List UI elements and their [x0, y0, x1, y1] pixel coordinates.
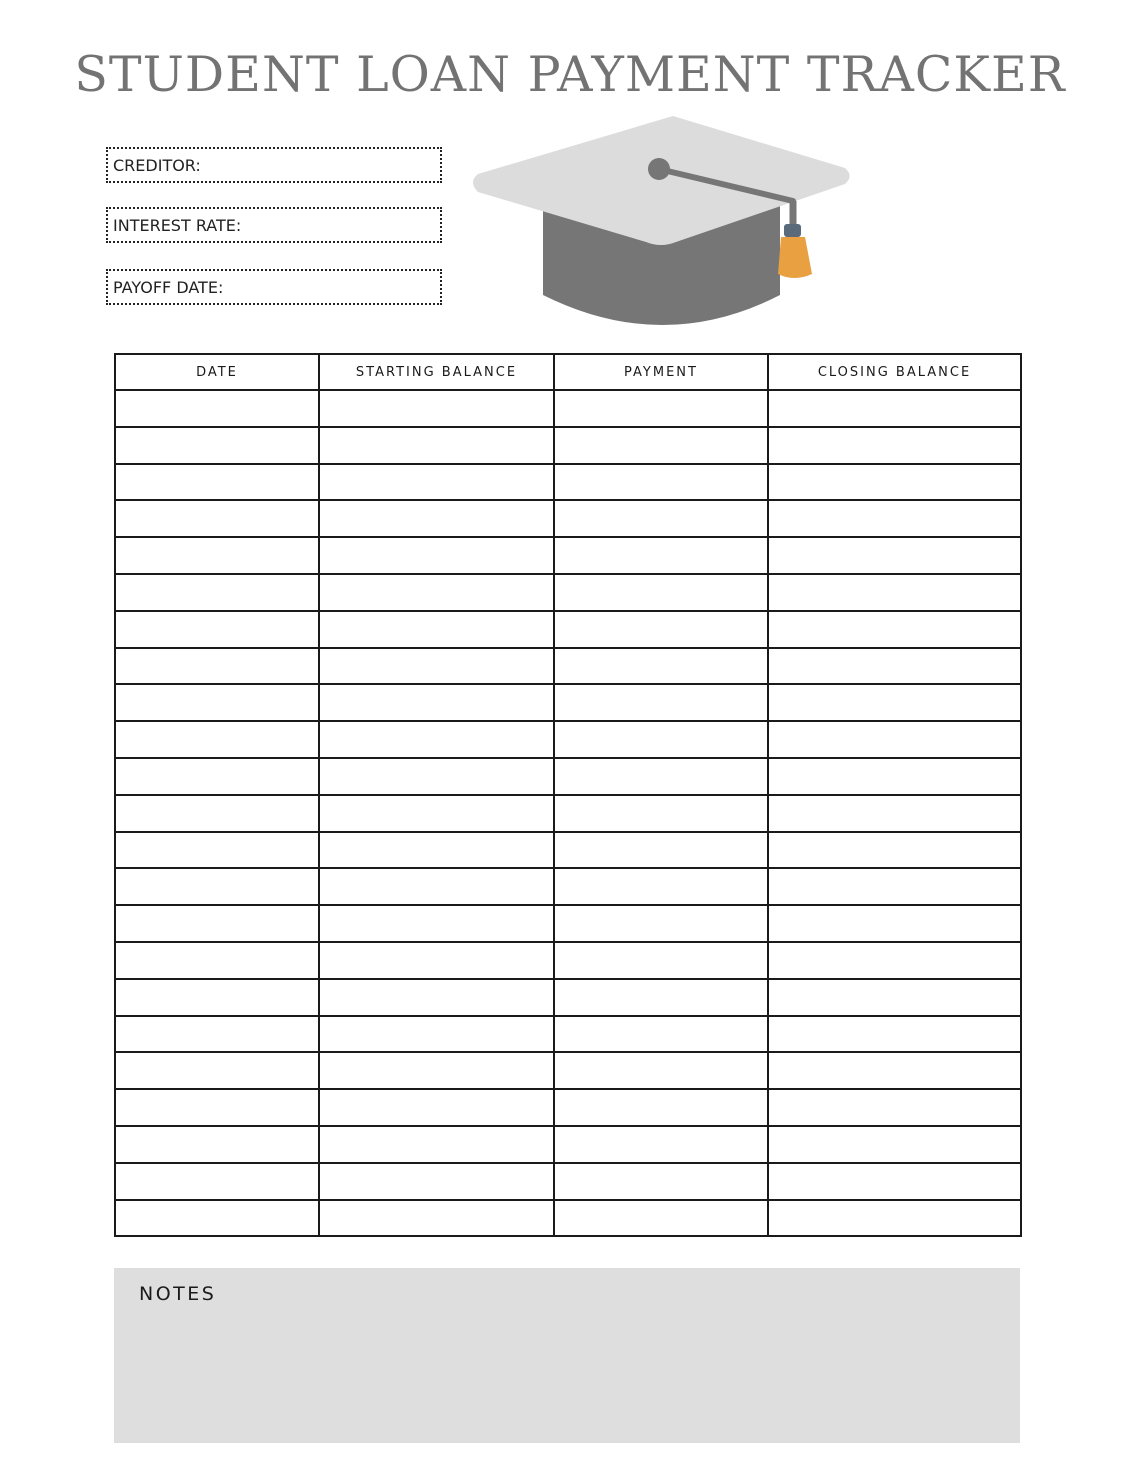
cell-closing-balance[interactable] [768, 648, 1021, 685]
cell-starting-balance[interactable] [319, 500, 554, 537]
table-row [115, 648, 1021, 685]
cell-date[interactable] [115, 500, 319, 537]
cell-payment[interactable] [554, 537, 768, 574]
table-row [115, 427, 1021, 464]
interest-rate-field[interactable] [106, 207, 442, 243]
cell-date[interactable] [115, 1089, 319, 1126]
cell-payment[interactable] [554, 390, 768, 427]
cell-starting-balance[interactable] [319, 905, 554, 942]
cell-date[interactable] [115, 464, 319, 501]
table-row [115, 832, 1021, 869]
table-row [115, 1016, 1021, 1053]
cell-starting-balance[interactable] [319, 942, 554, 979]
payoff-date-label: PAYOFF DATE: [113, 277, 224, 297]
cell-closing-balance[interactable] [768, 1016, 1021, 1053]
table-row [115, 684, 1021, 721]
tassel-knot [784, 224, 801, 237]
cell-payment[interactable] [554, 1200, 768, 1237]
table-row [115, 1052, 1021, 1089]
cell-date[interactable] [115, 1016, 319, 1053]
header-closing-balance: CLOSING BALANCE [768, 354, 1021, 390]
table-header-row [115, 354, 1021, 390]
cell-date[interactable] [115, 1163, 319, 1200]
header-starting-balance: STARTING BALANCE [319, 354, 554, 390]
table-row [115, 979, 1021, 1016]
cell-starting-balance[interactable] [319, 611, 554, 648]
cell-date[interactable] [115, 611, 319, 648]
creditor-field[interactable] [106, 147, 442, 183]
table-row [115, 1089, 1021, 1126]
interest-rate-label: INTEREST RATE: [113, 215, 242, 235]
cell-payment[interactable] [554, 611, 768, 648]
cell-payment[interactable] [554, 1016, 768, 1053]
cell-closing-balance[interactable] [768, 721, 1021, 758]
cell-closing-balance[interactable] [768, 464, 1021, 501]
table-row [115, 500, 1021, 537]
table-row [115, 574, 1021, 611]
cell-starting-balance[interactable] [319, 574, 554, 611]
table-row [115, 611, 1021, 648]
creditor-label: CREDITOR: [113, 155, 201, 175]
cell-starting-balance[interactable] [319, 648, 554, 685]
cell-closing-balance[interactable] [768, 832, 1021, 869]
cell-starting-balance[interactable] [319, 758, 554, 795]
cell-date[interactable] [115, 905, 319, 942]
cell-payment[interactable] [554, 1163, 768, 1200]
cell-closing-balance[interactable] [768, 1089, 1021, 1126]
cell-payment[interactable] [554, 979, 768, 1016]
cell-date[interactable] [115, 427, 319, 464]
cell-payment[interactable] [554, 795, 768, 832]
table-row [115, 721, 1021, 758]
cell-payment[interactable] [554, 648, 768, 685]
cell-date[interactable] [115, 868, 319, 905]
payment-table [114, 353, 1022, 1237]
cell-closing-balance[interactable] [768, 427, 1021, 464]
cell-date[interactable] [115, 537, 319, 574]
cell-date[interactable] [115, 795, 319, 832]
cell-closing-balance[interactable] [768, 795, 1021, 832]
cell-starting-balance[interactable] [319, 427, 554, 464]
cell-date[interactable] [115, 942, 319, 979]
cell-closing-balance[interactable] [768, 942, 1021, 979]
cell-date[interactable] [115, 648, 319, 685]
cell-starting-balance[interactable] [319, 464, 554, 501]
notes-box[interactable] [114, 1268, 1020, 1443]
cell-starting-balance[interactable] [319, 537, 554, 574]
cell-date[interactable] [115, 390, 319, 427]
table-row [115, 942, 1021, 979]
cell-payment[interactable] [554, 500, 768, 537]
cell-payment[interactable] [554, 758, 768, 795]
cell-closing-balance[interactable] [768, 1163, 1021, 1200]
cell-payment[interactable] [554, 832, 768, 869]
cell-date[interactable] [115, 1052, 319, 1089]
cell-payment[interactable] [554, 1052, 768, 1089]
cell-date[interactable] [115, 574, 319, 611]
table-row [115, 537, 1021, 574]
table-row [115, 795, 1021, 832]
payoff-date-field[interactable] [106, 269, 442, 305]
cell-closing-balance[interactable] [768, 611, 1021, 648]
table-row [115, 905, 1021, 942]
header-date: DATE [115, 354, 319, 390]
graduation-cap-icon [468, 110, 858, 335]
cell-payment[interactable] [554, 427, 768, 464]
cell-closing-balance[interactable] [768, 500, 1021, 537]
tassel-fringe [778, 237, 812, 278]
table-row [115, 868, 1021, 905]
cell-starting-balance[interactable] [319, 390, 554, 427]
cell-payment[interactable] [554, 574, 768, 611]
cell-starting-balance[interactable] [319, 684, 554, 721]
cell-closing-balance[interactable] [768, 1200, 1021, 1237]
cell-payment[interactable] [554, 721, 768, 758]
page-title: STUDENT LOAN PAYMENT TRACKER [74, 46, 1066, 103]
table-row [115, 390, 1021, 427]
cell-starting-balance[interactable] [319, 1200, 554, 1237]
notes-label: NOTES [139, 1283, 217, 1305]
cell-starting-balance[interactable] [319, 868, 554, 905]
cell-closing-balance[interactable] [768, 537, 1021, 574]
cell-date[interactable] [115, 684, 319, 721]
cell-starting-balance[interactable] [319, 721, 554, 758]
table-row [115, 758, 1021, 795]
cell-date[interactable] [115, 979, 319, 1016]
cell-date[interactable] [115, 832, 319, 869]
cell-closing-balance[interactable] [768, 758, 1021, 795]
table-row [115, 1200, 1021, 1237]
cell-date[interactable] [115, 721, 319, 758]
cell-closing-balance[interactable] [768, 390, 1021, 427]
cell-closing-balance[interactable] [768, 905, 1021, 942]
cell-closing-balance[interactable] [768, 1126, 1021, 1163]
cell-payment[interactable] [554, 942, 768, 979]
table-row [115, 464, 1021, 501]
cell-closing-balance[interactable] [768, 868, 1021, 905]
cell-starting-balance[interactable] [319, 1052, 554, 1089]
cell-starting-balance[interactable] [319, 832, 554, 869]
table-body [115, 390, 1021, 1236]
cell-starting-balance[interactable] [319, 1163, 554, 1200]
cell-date[interactable] [115, 1126, 319, 1163]
cell-payment[interactable] [554, 1126, 768, 1163]
table-row [115, 1163, 1021, 1200]
cell-payment[interactable] [554, 464, 768, 501]
cell-starting-balance[interactable] [319, 1089, 554, 1126]
table-row [115, 1126, 1021, 1163]
cell-closing-balance[interactable] [768, 1052, 1021, 1089]
header-payment: PAYMENT [554, 354, 768, 390]
cell-date[interactable] [115, 1200, 319, 1237]
cell-payment[interactable] [554, 1089, 768, 1126]
cell-closing-balance[interactable] [768, 684, 1021, 721]
cell-starting-balance[interactable] [319, 979, 554, 1016]
cell-closing-balance[interactable] [768, 979, 1021, 1016]
tassel-button [648, 158, 670, 180]
cell-date[interactable] [115, 758, 319, 795]
cell-starting-balance[interactable] [319, 1016, 554, 1053]
cell-closing-balance[interactable] [768, 574, 1021, 611]
cell-payment[interactable] [554, 868, 768, 905]
cell-payment[interactable] [554, 905, 768, 942]
cell-starting-balance[interactable] [319, 1126, 554, 1163]
cell-starting-balance[interactable] [319, 795, 554, 832]
cell-payment[interactable] [554, 684, 768, 721]
